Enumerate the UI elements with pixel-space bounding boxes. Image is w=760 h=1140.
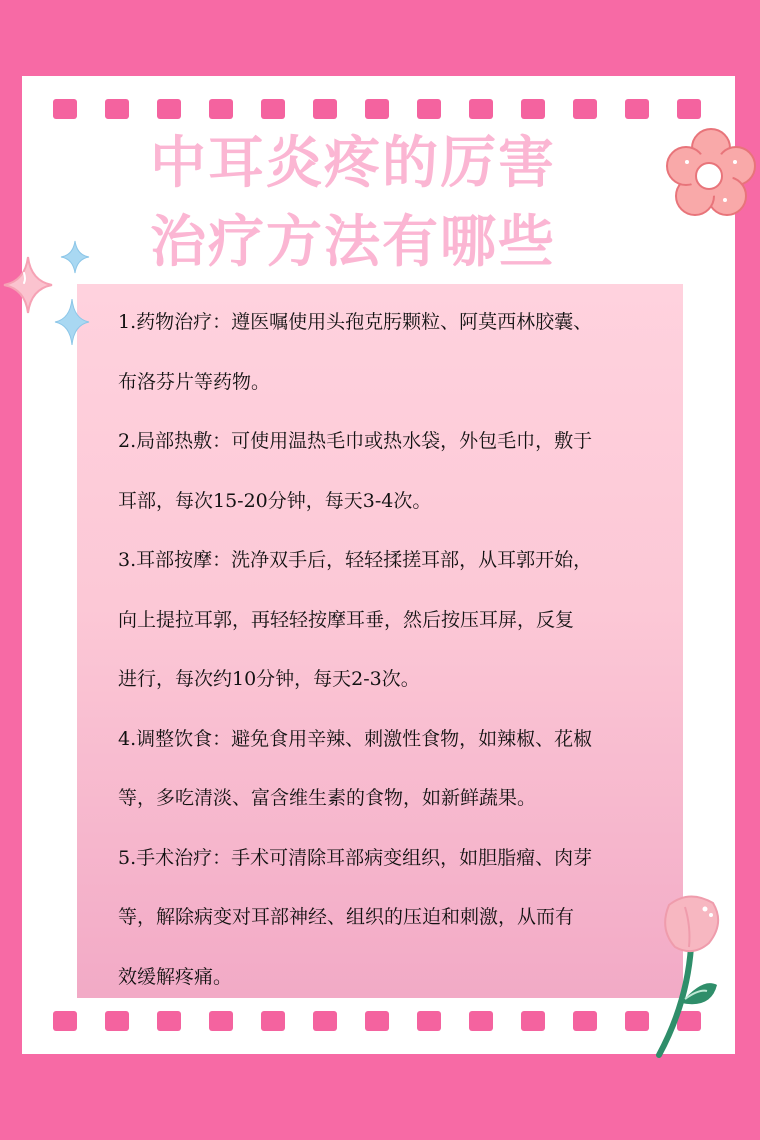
film-hole bbox=[469, 99, 493, 119]
tulip-icon bbox=[645, 893, 725, 1061]
film-hole bbox=[417, 1011, 441, 1031]
text-line: 4.调整饮食：避免食用辛辣、刺激性食物，如辣椒、花椒 bbox=[118, 727, 593, 750]
text-line: 等，解除病变对耳部神经、组织的压迫和刺激，从而有 bbox=[118, 906, 575, 928]
text-line: 5.手术治疗：手术可清除耳部病变组织，如胆脂瘤、肉芽 bbox=[118, 846, 593, 869]
film-hole bbox=[573, 1011, 597, 1031]
text-line: 向上提拉耳郭，再轻轻按摩耳垂，然后按压耳屏，反复 bbox=[118, 608, 575, 631]
text-line: 效缓解疼痛。 bbox=[118, 965, 233, 988]
film-hole bbox=[209, 99, 233, 119]
film-hole bbox=[625, 99, 649, 119]
film-hole bbox=[365, 99, 389, 119]
text-line: 1.药物治疗：遵医嘱使用头孢克肟颗粒、阿莫西林胶囊、 bbox=[118, 311, 593, 333]
text-line: 布洛芬片等药物。 bbox=[118, 370, 271, 393]
sparkle-pink-icon bbox=[2, 255, 54, 315]
text-line: 进行，每次约10分钟，每天2-3次。 bbox=[118, 668, 420, 690]
sparkle-blue-icon bbox=[60, 240, 90, 274]
treatment-list bbox=[118, 293, 658, 1007]
flower-icon bbox=[663, 126, 759, 222]
film-hole bbox=[209, 1011, 233, 1031]
film-hole bbox=[677, 99, 701, 119]
film-hole bbox=[313, 1011, 337, 1031]
film-holes-bottom bbox=[53, 1011, 703, 1031]
film-hole bbox=[417, 99, 441, 119]
text-line: 耳部，每次15-20分钟，每天3-4次。 bbox=[118, 489, 432, 512]
film-hole bbox=[521, 99, 545, 119]
film-hole bbox=[365, 1011, 389, 1031]
film-hole bbox=[105, 99, 129, 119]
film-hole bbox=[157, 1011, 181, 1031]
film-holes-top bbox=[53, 99, 703, 119]
film-hole bbox=[521, 1011, 545, 1031]
film-hole bbox=[469, 1011, 493, 1031]
film-hole bbox=[53, 99, 77, 119]
film-hole bbox=[157, 99, 181, 119]
sparkle-blue-icon bbox=[54, 298, 90, 346]
page-title-line-1: 中耳炎疼的厉害 bbox=[150, 131, 556, 196]
film-hole bbox=[313, 99, 337, 119]
text-line: 3.耳部按摩：洗净双手后，轻轻揉搓耳部，从耳郭开始， bbox=[118, 549, 593, 571]
film-hole bbox=[53, 1011, 77, 1031]
text-line: 2.局部热敷：可使用温热毛巾或热水袋，外包毛巾，敷于 bbox=[118, 430, 593, 452]
text-line: 等，多吃清淡、富含维生素的食物，如新鲜蔬果。 bbox=[118, 787, 537, 809]
film-hole bbox=[261, 99, 285, 119]
film-hole bbox=[105, 1011, 129, 1031]
page-title-line-2: 治疗方法有哪些 bbox=[150, 210, 556, 275]
film-hole bbox=[573, 99, 597, 119]
film-hole bbox=[261, 1011, 285, 1031]
